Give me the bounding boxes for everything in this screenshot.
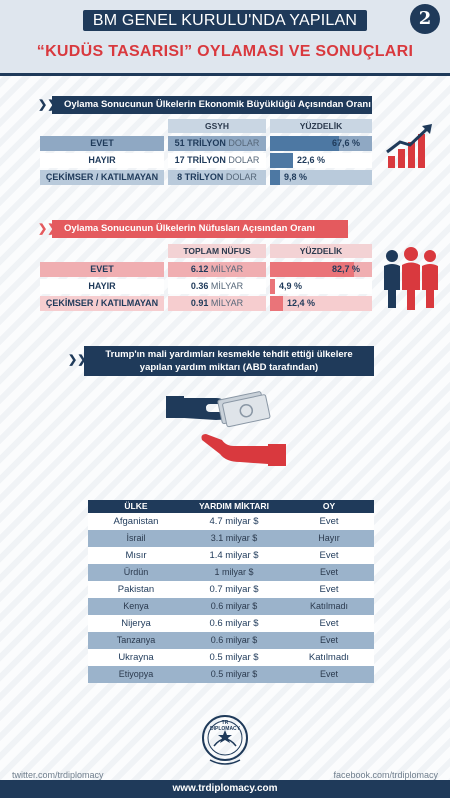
population-row-hayir-percent: 4,9 % — [279, 281, 303, 291]
population-row-hayir-bar-track — [270, 279, 372, 294]
table-row — [88, 666, 374, 683]
aid-amount: 1 milyar $ — [214, 567, 254, 577]
aid-vote: Katılmadı — [308, 652, 350, 663]
facebook-link[interactable]: facebook.com/trdiplomacy — [333, 770, 438, 780]
aid-country: Tanzanya — [116, 635, 156, 645]
aid-amount: 0.5 milyar $ — [209, 652, 259, 663]
economy-row-hayir-amount: 17 TRİLYON DOLAR — [168, 153, 266, 168]
population-row-hayir-bar — [270, 279, 275, 294]
aid-country: Mısır — [125, 550, 147, 561]
logo-top-text: TR — [221, 720, 229, 726]
table-row — [88, 615, 374, 632]
aid-vote: Evet — [319, 635, 338, 645]
economy-row-hayir-label: HAYIR — [40, 153, 164, 168]
money-hand-icon — [160, 388, 292, 472]
economy-section-title — [38, 96, 372, 114]
economy-row-evet-bar — [270, 136, 339, 151]
economy-row-hayir-bar-track — [270, 153, 372, 168]
chevron-right-icon: ❯❯ — [38, 223, 57, 235]
population-col-percent: YÜZDELİK — [270, 244, 372, 258]
header — [0, 0, 450, 76]
trump-aid-title — [68, 346, 374, 376]
population-col-nufus: TOPLAM NÜFUS — [168, 244, 266, 258]
aid-amount: 0.6 milyar $ — [210, 601, 258, 611]
aid-vote: Hayır — [318, 533, 340, 543]
aid-col-vote: OY — [322, 501, 336, 511]
tr-diplomacy-logo — [200, 712, 250, 768]
population-row-evet-percent: 82,7 % — [332, 264, 361, 274]
aid-country: İsrail — [126, 533, 146, 543]
aid-amount: 3.1 milyar $ — [210, 533, 258, 543]
bar-chart-growth-icon — [384, 122, 436, 170]
aid-country: Afganistan — [113, 516, 159, 527]
population-row-evet-label: EVET — [40, 262, 164, 277]
aid-amount: 0.6 milyar $ — [209, 618, 259, 629]
website-link[interactable]: www.trdiplomacy.com — [172, 783, 278, 794]
aid-vote: Evet — [319, 550, 339, 561]
page-number-badge: 2 — [410, 4, 440, 34]
aid-vote: Evet — [319, 516, 339, 527]
aid-country: Kenya — [123, 601, 149, 611]
table-row — [88, 530, 374, 547]
population-section-title — [38, 220, 348, 238]
aid-country: Nijerya — [121, 618, 151, 629]
population-row-hayir-amount: 0.36 MİLYAR — [168, 279, 266, 294]
logo-name-text: DIPLOMACY — [210, 726, 240, 732]
aid-table-header — [88, 500, 374, 513]
table-row — [88, 547, 374, 564]
table-row — [88, 598, 374, 615]
table-row — [88, 564, 374, 581]
economy-row-hayir-bar — [270, 153, 293, 168]
aid-vote: Evet — [319, 669, 338, 679]
title-line-1 — [0, 12, 450, 30]
economy-row-cekimser-percent: 9,8 % — [284, 172, 308, 182]
economy-row-evet-percent: 67,6 % — [332, 138, 361, 148]
population-row-cekimser-label: ÇEKİMSER / KATILMAYAN — [40, 296, 164, 311]
aid-amount: 0.7 milyar $ — [209, 584, 259, 595]
chevron-right-icon: ❯❯ — [68, 354, 87, 366]
table-row — [88, 513, 374, 530]
population-row-hayir-label: HAYIR — [40, 279, 164, 294]
economy-row-evet-amount: 51 TRİLYON DOLAR — [168, 136, 266, 151]
aid-country: Ukrayna — [118, 652, 154, 663]
title-line-2: “KUDÜS TASARISI” OYLAMASI VE SONUÇLARI — [36, 43, 414, 60]
population-row-cekimser-percent: 12,4 % — [287, 298, 316, 308]
population-section-title-text: Oylama Sonucunun Ülkelerin Nüfusları Açısından Oranı — [64, 223, 315, 234]
table-row — [88, 649, 374, 666]
population-row-cekimser-amount: 0.91 MİLYAR — [168, 296, 266, 311]
economy-row-cekimser-bar-track — [270, 170, 372, 185]
population-row-evet-amount: 6.12 MİLYAR — [168, 262, 266, 277]
people-group-icon — [382, 246, 440, 312]
aid-country: Ürdün — [123, 567, 149, 577]
aid-vote: Evet — [319, 567, 338, 577]
twitter-link[interactable]: twitter.com/trdiplomacy — [12, 770, 104, 780]
economy-section-title-text: Oylama Sonucunun Ülkelerin Ekonomik Büyüklüğü Açısından Oranı — [64, 99, 371, 110]
aid-country: Pakistan — [117, 584, 155, 595]
population-row-evet-bar-track — [270, 262, 372, 277]
economy-row-cekimser-bar — [270, 170, 280, 185]
table-row — [88, 632, 374, 649]
economy-row-cekimser-amount: 8 TRİLYON DOLAR — [168, 170, 266, 185]
economy-col-percent: YÜZDELİK — [270, 119, 372, 133]
aid-col-amount: YARDIM MİKTARI — [199, 501, 269, 511]
aid-vote: Katılmadı — [309, 601, 349, 611]
title-line-1-text: BM GENEL KURULU'NDA YAPILAN — [83, 10, 367, 31]
trump-aid-title-line2: yapılan yardım miktarı (ABD tarafından) — [139, 362, 319, 373]
aid-amount: 0.6 milyar $ — [210, 635, 258, 645]
population-row-cekimser-bar-track — [270, 296, 372, 311]
population-row-cekimser-bar — [270, 296, 283, 311]
aid-vote: Evet — [319, 618, 339, 629]
economy-row-evet-bar-track — [270, 136, 372, 151]
economy-row-evet-label: EVET — [40, 136, 164, 151]
aid-amount: 0.5 milyar $ — [210, 669, 258, 679]
aid-amount: 1.4 milyar $ — [209, 550, 259, 561]
aid-amount: 4.7 milyar $ — [209, 516, 259, 527]
aid-country: Etiyopya — [118, 669, 154, 679]
economy-row-hayir-percent: 22,6 % — [297, 155, 326, 165]
aid-col-country: ÜLKE — [124, 501, 148, 511]
trump-aid-title-line1: Trump'ın mali yardımları kesmekle tehdit ettiği ülkelere — [105, 349, 353, 360]
economy-row-cekimser-label: ÇEKİMSER / KATILMAYAN — [40, 170, 164, 185]
chevron-right-icon: ❯❯ — [38, 99, 57, 111]
economy-col-gsyh: GSYH — [168, 119, 266, 133]
aid-vote: Evet — [319, 584, 339, 595]
table-row — [88, 581, 374, 598]
